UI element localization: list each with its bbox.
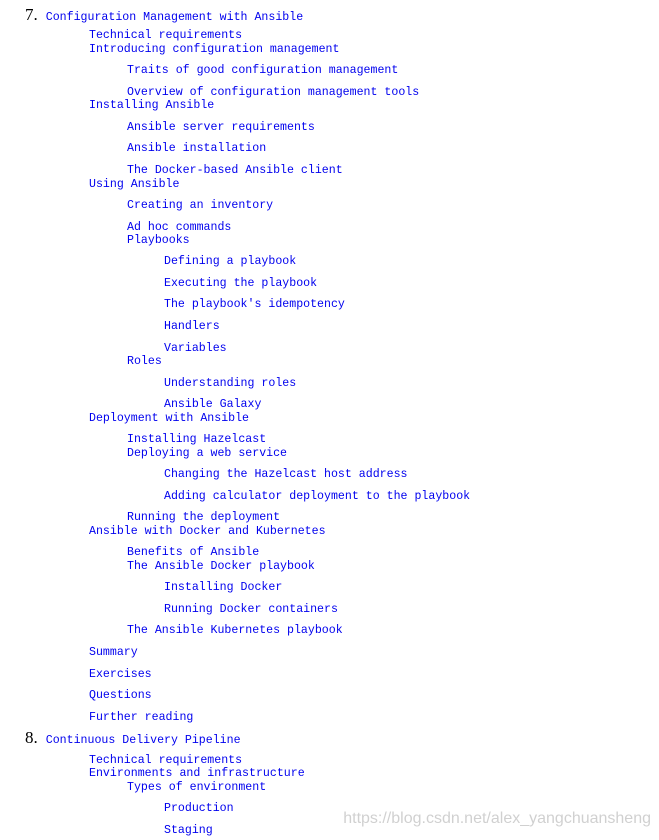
toc-link[interactable]: Defining a playbook [164,255,297,268]
toc-link[interactable]: Technical requirements [89,754,243,767]
toc-link[interactable]: Exercises [89,668,152,681]
toc-link[interactable]: Deploying a web service [127,447,288,460]
toc-link[interactable]: Questions [89,689,152,702]
toc-link[interactable]: Introducing configuration management [89,43,340,56]
toc-link[interactable]: Ansible with Docker and Kubernetes [89,525,326,538]
toc-link[interactable]: The Ansible Kubernetes playbook [127,624,343,637]
toc-link[interactable]: Understanding roles [164,377,297,390]
toc-link[interactable]: Ad hoc commands [127,221,232,234]
toc-link[interactable]: Running the deployment [127,511,281,524]
toc-link[interactable]: The Docker-based Ansible client [127,164,343,177]
toc-link[interactable]: Summary [89,646,138,659]
chapter-heading [25,5,303,25]
toc-link[interactable]: Adding calculator deployment to the playbook [164,490,471,503]
toc-link[interactable]: Running Docker containers [164,603,338,616]
toc-link[interactable]: Ansible server requirements [127,121,315,134]
toc-link[interactable]: Installing Docker [164,581,283,594]
chapter-link[interactable]: Continuous Delivery Pipeline [45,734,241,747]
toc-link[interactable]: Staging [164,824,213,837]
toc-link[interactable]: Playbooks [127,234,190,247]
toc-link[interactable]: Handlers [164,320,220,333]
chapter-number: 7. [25,5,38,24]
toc-link[interactable]: Installing Hazelcast [127,433,267,446]
toc-link[interactable]: Changing the Hazelcast host address [164,468,408,481]
toc-link[interactable]: Ansible installation [127,142,267,155]
toc-link[interactable]: Further reading [89,711,194,724]
toc-link[interactable]: Overview of configuration management tools [127,86,420,99]
chapter-link[interactable]: Configuration Management with Ansible [45,11,304,24]
toc-link[interactable]: The Ansible Docker playbook [127,560,315,573]
chapter-number: 8. [25,728,38,747]
toc-link[interactable]: Variables [164,342,227,355]
toc-link[interactable]: Creating an inventory [127,199,274,212]
toc-link[interactable]: Roles [127,355,162,368]
toc-link[interactable]: Ansible Galaxy [164,398,262,411]
watermark: https://blog.csdn.net/alex_yangchuansheng [343,810,651,827]
toc-link[interactable]: Technical requirements [89,29,243,42]
toc-link[interactable]: Types of environment [127,781,267,794]
toc-link[interactable]: Production [164,802,234,815]
toc-link[interactable]: Benefits of Ansible [127,546,260,559]
chapter-heading [25,728,241,748]
toc-link[interactable]: Deployment with Ansible [89,412,250,425]
toc-link[interactable]: Installing Ansible [89,99,215,112]
toc-link[interactable]: Using Ansible [89,178,180,191]
toc-link[interactable]: Traits of good configuration management [127,64,399,77]
toc-link[interactable]: The playbook's idempotency [164,298,345,311]
toc-link[interactable]: Environments and infrastructure [89,767,305,780]
toc-link[interactable]: Executing the playbook [164,277,318,290]
